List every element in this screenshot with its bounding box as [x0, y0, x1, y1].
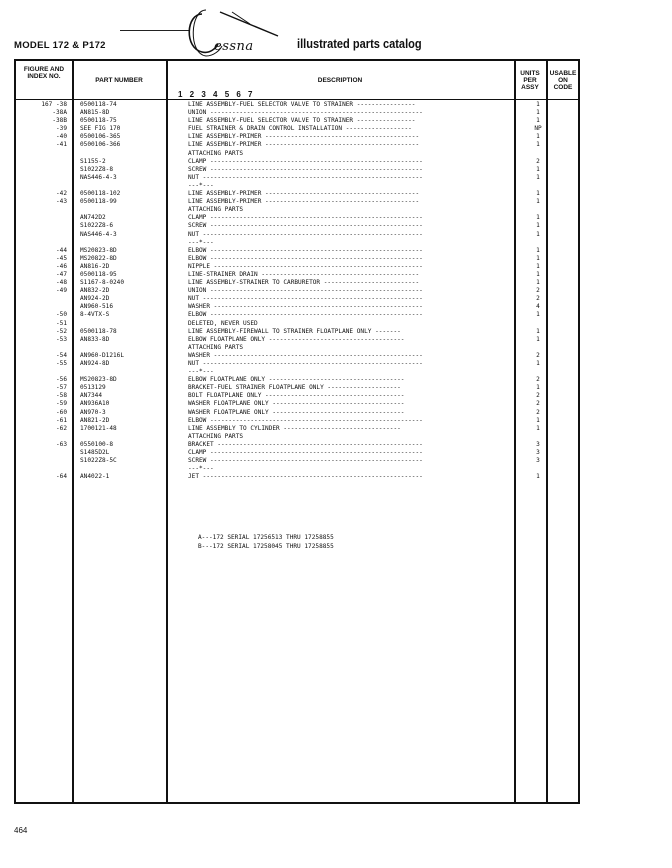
description-cell: NUT ------------------------------------------------------------	[188, 230, 423, 238]
description-cell: LINE ASSEMBLY-PRIMER ------------------------------------------	[188, 141, 420, 149]
part-number-cell: NAS446-4-3	[80, 230, 117, 238]
header-description: DESCRIPTION	[317, 77, 363, 84]
parts-table	[14, 59, 580, 804]
units-cell: 1	[536, 214, 540, 222]
index-cell: -60	[55, 408, 67, 416]
index-cell: -54	[55, 351, 67, 359]
description-cell: LINE ASSEMBLY-PRIMER ------------------------------------------	[188, 133, 420, 141]
part-number-cell: S1022Z8-5C	[80, 457, 117, 465]
units-cell: 2	[536, 408, 540, 416]
table-row	[16, 198, 578, 206]
table-row	[16, 425, 578, 433]
table-row	[16, 206, 578, 214]
description-cell: LINE-STRAINER DRAIN -------------------------------------------	[188, 270, 420, 278]
index-cell: -47	[55, 270, 67, 278]
units-cell: 2	[536, 392, 540, 400]
units-cell: 2	[536, 295, 540, 303]
units-cell: 3	[536, 449, 540, 457]
table-row	[16, 271, 578, 279]
units-cell: 1	[536, 141, 540, 149]
units-cell: 1	[536, 254, 540, 262]
part-number-cell: AN833-8D	[80, 335, 110, 343]
description-cell: CLAMP ----------------------------------------------------------	[188, 449, 423, 457]
units-cell: 1	[536, 246, 540, 254]
table-row	[16, 279, 578, 287]
table-row	[16, 336, 578, 344]
serial-notes	[198, 533, 334, 551]
part-number-cell: AN960-516	[80, 303, 114, 311]
part-number-cell: S1155-2	[80, 157, 106, 165]
part-number-cell: 8-4VTX-S	[80, 311, 110, 319]
table-row	[16, 101, 578, 109]
part-number-cell: AN821-2D	[80, 416, 110, 424]
description-cell: NIPPLE ---------------------------------------------------------	[188, 262, 423, 270]
units-cell: 1	[536, 173, 540, 181]
index-cell: -63	[55, 440, 67, 448]
table-row	[16, 352, 578, 360]
part-number-cell: MS20823-8D	[80, 246, 117, 254]
table-row	[16, 182, 578, 190]
description-cell: ---*---	[188, 465, 214, 473]
table-body	[16, 101, 578, 481]
table-row	[16, 263, 578, 271]
table-row	[16, 231, 578, 239]
table-row	[16, 174, 578, 182]
part-number-cell: AN924-2D	[80, 295, 110, 303]
part-number-cell: MS20822-8D	[80, 254, 117, 262]
table-row	[16, 457, 578, 465]
description-cell: ---*---	[188, 368, 214, 376]
table-row	[16, 287, 578, 295]
table-row	[16, 368, 578, 376]
description-cell: ELBOW FLOATPLANE ONLY -------------------------------------	[188, 335, 405, 343]
part-number-cell: S1022Z8-6	[80, 222, 114, 230]
description-cell: ATTACHING PARTS	[188, 432, 244, 440]
description-cell: SCREW ----------------------------------------------------------	[188, 457, 423, 465]
index-cell: -56	[55, 376, 67, 384]
index-cell: -49	[55, 287, 67, 295]
table-row	[16, 311, 578, 319]
table-row	[16, 133, 578, 141]
part-number-cell: AN960-D1216L	[80, 351, 125, 359]
table-row	[16, 409, 578, 417]
table-row	[16, 166, 578, 174]
note-line: B---172 SERIAL 17258045 THRU 17258855	[198, 543, 334, 550]
part-number-cell: AN815-8D	[80, 109, 110, 117]
header-part-number: PART NUMBER	[95, 77, 143, 84]
part-number-cell: S1022Z8-8	[80, 165, 114, 173]
table-row	[16, 320, 578, 328]
table-row	[16, 384, 578, 392]
description-cell: CLAMP ----------------------------------------------------------	[188, 157, 423, 165]
description-cell: LINE ASSEMBLY-FUEL SELECTOR VALVE TO STRAINER ----------------	[188, 117, 416, 125]
description-cell: ATTACHING PARTS	[188, 149, 244, 157]
part-number-cell: NAS446-4-3	[80, 173, 117, 181]
table-row	[16, 328, 578, 336]
header-units: UNITS PER ASSY	[520, 70, 540, 91]
index-cell: 167 -38	[41, 101, 67, 108]
svg-text:essna: essna	[214, 39, 254, 54]
table-row	[16, 417, 578, 425]
page-number: 464	[14, 826, 28, 835]
units-cell: 1	[536, 270, 540, 278]
part-number-cell: MS20823-8D	[80, 376, 117, 384]
note-line: A---172 SERIAL 17256513 THRU 17258855	[198, 534, 334, 541]
table-row	[16, 214, 578, 222]
model-title: MODEL 172 & P172	[14, 40, 106, 51]
part-number-cell: 0500118-102	[80, 190, 121, 198]
part-number-cell: AN7344	[80, 392, 103, 400]
description-cell: SCREW ----------------------------------------------------------	[188, 165, 423, 173]
units-cell: 1	[536, 109, 540, 117]
units-cell: 1	[536, 190, 540, 198]
description-cell: ELBOW ----------------------------------------------------------	[188, 246, 423, 254]
part-number-cell: AN816-2D	[80, 262, 110, 270]
description-cell: SCREW ----------------------------------------------------------	[188, 222, 423, 230]
description-cell: JET ------------------------------------------------------------	[188, 473, 423, 481]
cessna-logo	[180, 8, 290, 60]
description-cell: UNION ----------------------------------------------------------	[188, 109, 423, 117]
units-cell: 1	[536, 473, 540, 481]
header-figure: FIGURE AND INDEX NO.	[23, 66, 65, 80]
index-cell: -44	[55, 246, 67, 254]
table-row	[16, 465, 578, 473]
part-number-cell: 0500118-74	[80, 101, 117, 108]
table-row	[16, 117, 578, 125]
table-row	[16, 344, 578, 352]
index-cell: -52	[55, 327, 67, 335]
units-cell: 2	[536, 287, 540, 295]
description-cell: LINE ASSEMBLY-FUEL SELECTOR VALVE TO STRAINER ----------------	[188, 101, 416, 108]
units-cell: 1	[536, 133, 540, 141]
description-cell: LINE ASSEMBLY-PRIMER ------------------------------------------	[188, 198, 420, 206]
index-cell: -62	[55, 424, 67, 432]
units-cell: 1	[536, 384, 540, 392]
units-cell: 1	[536, 230, 540, 238]
units-cell: 3	[536, 457, 540, 465]
index-cell: -51	[55, 319, 67, 327]
index-cell: -43	[55, 198, 67, 206]
index-cell: -50	[55, 311, 67, 319]
units-cell: 3	[536, 440, 540, 448]
index-cell: -38B	[52, 117, 67, 125]
index-cell: -61	[55, 416, 67, 424]
description-cell: ELBOW ----------------------------------------------------------	[188, 254, 423, 262]
part-number-cell: AN970-3	[80, 408, 106, 416]
index-cell: -46	[55, 262, 67, 270]
description-cell: BOLT FLOATPLANE ONLY --------------------------------------	[188, 392, 405, 400]
indent-digits: 1 2 3 4 5 6 7	[178, 90, 255, 99]
description-cell: WASHER FLOATPLANE ONLY ------------------------------------	[188, 400, 405, 408]
table-row	[16, 392, 578, 400]
units-cell: 1	[536, 424, 540, 432]
part-number-cell: AN936A10	[80, 400, 110, 408]
table-row	[16, 190, 578, 198]
part-number-cell: 0500118-78	[80, 327, 117, 335]
part-number-cell: AN742D2	[80, 214, 106, 222]
table-row	[16, 433, 578, 441]
index-cell: -39	[55, 125, 67, 133]
table-row	[16, 303, 578, 311]
part-number-cell: 0500106-366	[80, 141, 121, 149]
index-cell: -64	[55, 473, 67, 481]
description-cell: NUT ------------------------------------------------------------	[188, 295, 423, 303]
description-cell: BRACKET-FUEL STRAINER FLOATPLANE ONLY --------------------	[188, 384, 401, 392]
units-cell: 4	[536, 303, 540, 311]
table-row	[16, 295, 578, 303]
index-cell: -45	[55, 254, 67, 262]
table-row	[16, 255, 578, 263]
units-cell: 1	[536, 360, 540, 367]
index-cell: -57	[55, 384, 67, 392]
table-row	[16, 222, 578, 230]
index-cell: -59	[55, 400, 67, 408]
units-cell: 1	[536, 117, 540, 125]
description-cell: LINE ASSEMBLY-STRAINER TO CARBURETOR --------------------------	[188, 279, 420, 287]
description-cell: NUT ------------------------------------------------------------	[188, 173, 423, 181]
units-cell: 1	[536, 165, 540, 173]
description-cell: NUT ------------------------------------------------------------	[188, 360, 423, 367]
part-number-cell: 0500118-75	[80, 117, 117, 125]
description-cell: ELBOW ----------------------------------------------------------	[188, 416, 423, 424]
description-cell: ---*---	[188, 238, 214, 246]
table-row	[16, 400, 578, 408]
index-cell: -55	[55, 360, 67, 367]
description-cell: FUEL STRAINER & DRAIN CONTROL INSTALLATION ------------------	[188, 125, 412, 133]
description-cell: ELBOW FLOATPLANE ONLY -------------------------------------	[188, 376, 405, 384]
index-cell: -53	[55, 335, 67, 343]
part-number-cell: AN832-2D	[80, 287, 110, 295]
table-row	[16, 239, 578, 247]
description-cell: WASHER ---------------------------------------------------------	[188, 303, 423, 311]
units-cell: 1	[536, 198, 540, 206]
description-cell: LINE ASSEMBLY TO CYLINDER --------------------------------	[188, 424, 401, 432]
description-cell: LINE ASSEMBLY-FIREWALL TO STRAINER FLOATPLANE ONLY -------	[188, 327, 401, 335]
table-row	[16, 441, 578, 449]
part-number-cell: 0500118-95	[80, 270, 117, 278]
part-number-cell: 0550100-8	[80, 440, 114, 448]
table-row	[16, 125, 578, 133]
description-cell: DELETED, NEVER USED	[188, 319, 258, 327]
table-row	[16, 247, 578, 255]
description-cell: ELBOW ----------------------------------------------------------	[188, 311, 423, 319]
units-cell: 1	[536, 311, 540, 319]
table-row	[16, 376, 578, 384]
part-number-cell: 0500106-365	[80, 133, 121, 141]
part-number-cell: S1485D2L	[80, 449, 110, 457]
description-cell: LINE ASSEMBLY-PRIMER ------------------------------------------	[188, 190, 420, 198]
units-cell: 1	[536, 279, 540, 287]
part-number-cell: SEE FIG 170	[80, 125, 121, 133]
part-number-cell: S1167-8-0240	[80, 279, 125, 287]
index-cell: -42	[55, 190, 67, 198]
description-cell: UNION ----------------------------------------------------------	[188, 287, 423, 295]
table-row	[16, 158, 578, 166]
description-cell: WASHER FLOATPLANE ONLY ------------------------------------	[188, 408, 405, 416]
description-cell: BRACKET --------------------------------------------------------	[188, 440, 423, 448]
index-cell: -38A	[52, 109, 67, 117]
part-number-cell: AN4022-1	[80, 473, 110, 481]
units-cell: 2	[536, 351, 540, 359]
description-cell: CLAMP ----------------------------------------------------------	[188, 214, 423, 222]
table-row	[16, 449, 578, 457]
table-row	[16, 141, 578, 149]
units-cell: 1	[536, 327, 540, 335]
part-number-cell: 1700121-48	[80, 424, 117, 432]
index-cell: -58	[55, 392, 67, 400]
header-divider	[16, 99, 578, 100]
units-cell: 1	[536, 101, 540, 108]
units-cell: 2	[536, 157, 540, 165]
units-cell: 1	[536, 222, 540, 230]
header-usable: USABLE ON CODE	[549, 70, 577, 91]
table-row	[16, 109, 578, 117]
part-number-cell: 0500118-99	[80, 198, 117, 206]
units-cell: NP	[534, 125, 542, 133]
index-cell: -41	[55, 141, 67, 149]
part-number-cell: 0513129	[80, 384, 106, 392]
part-number-cell: AN924-8D	[80, 360, 110, 367]
units-cell: 1	[536, 262, 540, 270]
description-cell: ATTACHING PARTS	[188, 343, 244, 351]
table-row	[16, 150, 578, 158]
description-cell: WASHER ---------------------------------------------------------	[188, 351, 423, 359]
description-cell: ATTACHING PARTS	[188, 206, 244, 214]
units-cell: 2	[536, 376, 540, 384]
index-cell: -40	[55, 133, 67, 141]
table-row	[16, 360, 578, 368]
description-cell: ---*---	[188, 181, 214, 189]
catalog-title: illustrated parts catalog	[297, 36, 422, 51]
units-cell: 2	[536, 400, 540, 408]
index-cell: -48	[55, 279, 67, 287]
table-row	[16, 473, 578, 481]
units-cell: 1	[536, 335, 540, 343]
units-cell: 1	[536, 416, 540, 424]
